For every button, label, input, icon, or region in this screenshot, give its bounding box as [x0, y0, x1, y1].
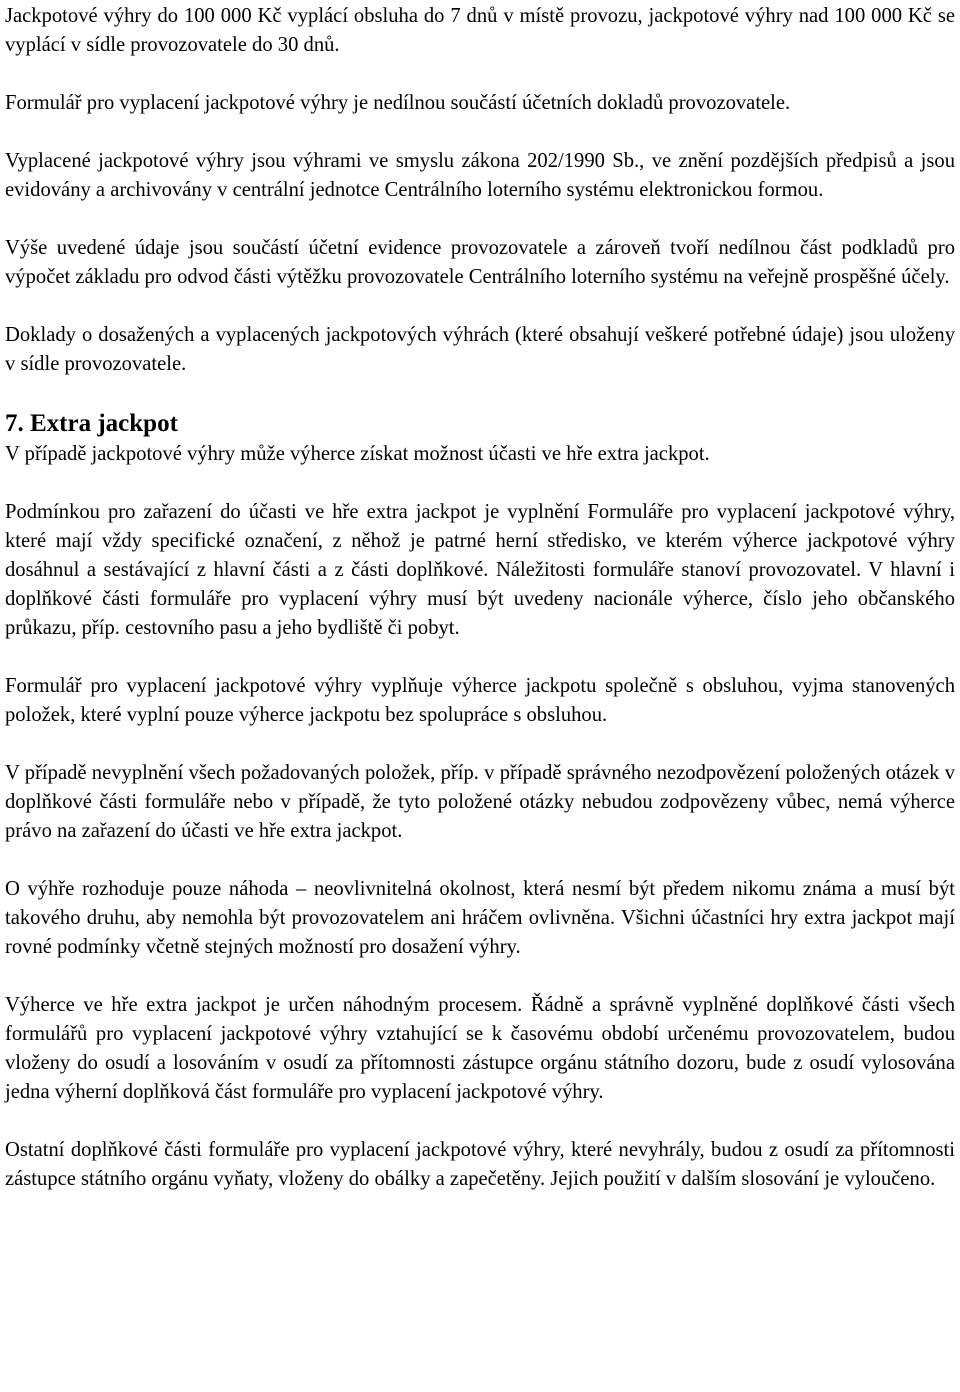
- paragraph-law-reference: Vyplacené jackpotové výhry jsou výhrami ve smyslu zákona 202/1990 Sb., ve znění pozdějších předpisů a jsou evidovány a archivovány v centrální jednotce Centrálního loterního systému elektronickou formou.: [5, 150, 955, 201]
- paragraph-winner-draw: Výherce ve hře extra jackpot je určen náhodným procesem. Řádně a správně vyplněné doplňkové části všech formulářů pro vyplacení jackpotové výhry vztahující se k časovému období určenému provozovatelem, budou vloženy do osudí a losováním v osudí za přítomnosti zástupce orgánu státního dozoru, bude z osudí vylosována jedna výherní doplňková část formuláře pro vyplacení jackpotové výhry.: [5, 994, 955, 1103]
- section-heading-extra-jackpot: 7. Extra jackpot: [5, 410, 178, 437]
- paragraph-form-accounting: Formulář pro vyplacení jackpotové výhry je nedílnou součástí účetních dokladů provozovatele.: [5, 92, 791, 114]
- paragraph-jackpot-payout-limits: Jackpotové výhry do 100 000 Kč vyplácí obsluha do 7 dnů v místě provozu, jackpotové výhry nad 100 000 Kč se vyplácí v sídle provozovatele do 30 dnů.: [5, 5, 955, 56]
- paragraph-documents-stored: Doklady o dosažených a vyplacených jackpotových výhrách (které obsahují veškeré potřebné údaje) jsou uloženy v sídle provozovatele.: [5, 324, 955, 375]
- document-page: [5, 2, 955, 1194]
- paragraph-extra-jackpot-intro: V případě jackpotové výhry může výherce získat možnost účasti ve hře extra jackpot.: [5, 443, 710, 465]
- paragraph-incomplete-form: V případě nevyplnění všech požadovaných položek, příp. v případě správného nezodpovězení položených otázek v doplňkové části formuláře nebo v případě, že tyto položené otázky nebudou zodpovězeny vůbec, nemá výherce právo na zařazení do účasti ve hře extra jackpot.: [5, 762, 955, 842]
- paragraph-remaining-forms: Ostatní doplňkové části formuláře pro vyplacení jackpotové výhry, které nevyhrály, budou z osudí za přítomnosti zástupce státního orgánu vyňaty, vloženy do obálky a zapečetěny. Jejich použití v dalším slosování je vyloučeno.: [5, 1139, 955, 1190]
- paragraph-accounting-evidence: Výše uvedené údaje jsou součástí účetní evidence provozovatele a zároveň tvoří nedílnou část podkladů pro výpočet základu pro odvod části výtěžku provozovatele Centrálního loterního systému na veřejně prospěšné účely.: [5, 237, 955, 288]
- paragraph-chance-rule: O výhře rozhoduje pouze náhoda – neovlivnitelná okolnost, která nesmí být předem nikomu známa a musí být takového druhu, aby nemohla být provozovatelem ani hráčem ovlivněna. Všichni účastníci hry extra jackpot mají rovné podmínky včetně stejných možností pro dosažení výhry.: [5, 878, 955, 958]
- paragraph-participation-condition: Podmínkou pro zařazení do účasti ve hře extra jackpot je vyplnění Formuláře pro vyplacení jackpotové výhry, které mají vždy specifické označení, z něhož je patrné herní středisko, ve kterém výherce jackpotové výhry dosáhnul a sestávající z hlavní části a z části doplňkové. Náležitosti formuláře stanoví provozovatel. V hlavní i doplňkové části formuláře pro vyplacení výhry musí být uvedeny nacionále výherce, číslo jeho občanského průkazu, příp. cestovního pasu a jeho bydliště či pobyt.: [5, 501, 955, 639]
- paragraph-form-filling: Formulář pro vyplacení jackpotové výhry vyplňuje výherce jackpotu společně s obsluhou, vyjma stanovených položek, které vyplní pouze výherce jackpotu bez spolupráce s obsluhou.: [5, 675, 955, 726]
